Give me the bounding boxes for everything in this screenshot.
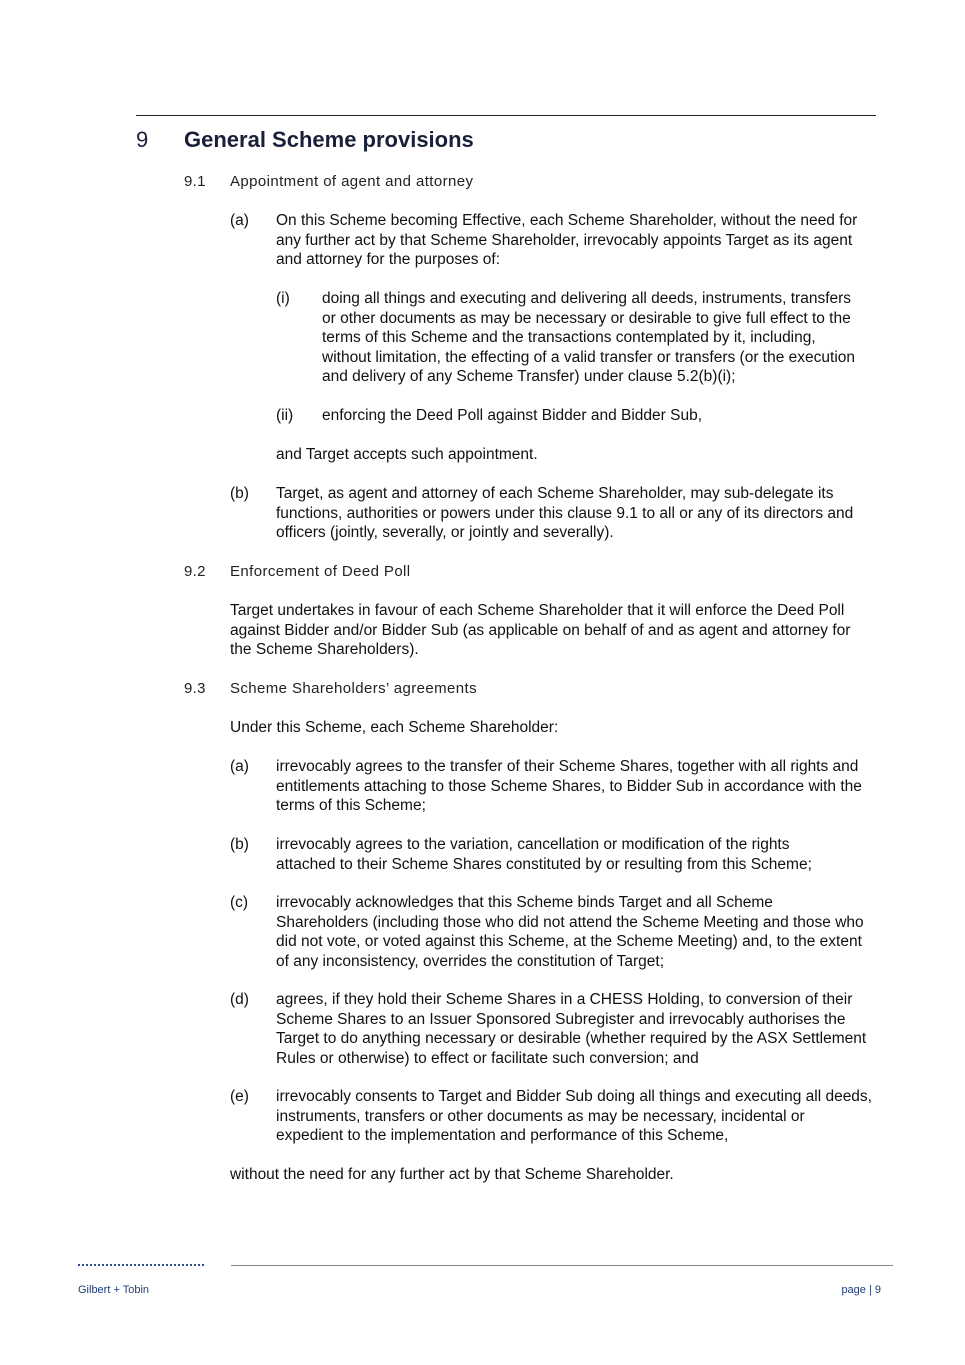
clause-9-1-number: 9.1 [184,173,206,190]
footer-rule [231,1265,893,1266]
clause-9-3-closing-text: without the need for any further act by that Scheme Shareholder. [230,1166,674,1183]
clause-9-1-a-i-label: (i) [276,290,290,307]
section-number: 9 [136,127,149,152]
clause-9-3-a-label: (a) [230,758,249,775]
clause-9-1-b-label: (b) [230,485,249,502]
clause-9-3-e-text: irrevocably consents to Target and Bidder Sub doing all things and executing all deeds, instruments, transfers or other documents as may be necessary, incidental or expedient to the implementation and performance of this Scheme, [276,1088,872,1144]
header-rule [136,115,876,116]
clause-9-1-acceptance-text: and Target accepts such appointment. [276,446,538,463]
clause-9-2-text: Target undertakes in favour of each Scheme Shareholder that it will enforce the Deed Poll against Bidder and/or Bidder Sub (as applicable on behalf of and as agent and attorney for the Scheme Shareholders). [230,602,851,658]
clause-9-3-e-label: (e) [230,1088,249,1105]
footer-firm-name: Gilbert + Tobin [78,1284,150,1296]
clause-9-2-heading: Enforcement of Deed Poll [230,563,411,580]
clause-9-3-heading: Scheme Shareholders’ agreements [230,680,477,697]
clause-9-1-a-ii-label: (ii) [276,407,294,424]
footer-dotted-rule [78,1264,204,1266]
clause-9-3-b-label: (b) [230,836,249,853]
clause-9-2-number: 9.2 [184,563,206,580]
clause-9-3-d-text: agrees, if they hold their Scheme Shares in a CHESS Holding, to conversion of their Scheme Shares to an Issuer Sponsored Subregister and irrevocably authorises the Target to do anything necessary or desirable (whether required by the ASX Settlement Rules or otherwise) to effect or facilitate such conversion; and [276,991,867,1067]
clause-9-3-b-text: irrevocably agrees to the variation, cancellation or modification of the rights attached to their Scheme Shares constituted by or resulting from this Scheme; [276,836,812,873]
clause-9-3-intro: Under this Scheme, each Scheme Shareholder: [230,719,559,736]
clause-9-3-a-text: irrevocably agrees to the transfer of their Scheme Shares, together with all rights and entitlements attaching to those Scheme Shares, to Bidder Sub in accordance with the terms of this Scheme; [276,758,862,814]
clause-9-1-a-i-text: doing all things and executing and delivering all deeds, instruments, transfers or other documents as may be necessary or desirable to give full effect to the terms of this Scheme and the transactions contemplated by it, including, without limitation, the effecting of a valid transfer or transfers (or the execution and delivery of any Scheme Transfer) under clause 5.2(b)(i); [322,290,856,385]
clause-9-1-a-label: (a) [230,212,249,229]
clause-9-1-a-ii-text: enforcing the Deed Poll against Bidder and Bidder Sub, [322,407,702,424]
footer-page-number: page | 9 [841,1284,881,1296]
clause-9-3-c-text: irrevocably acknowledges that this Scheme binds Target and all Scheme Shareholders (including those who did not attend the Scheme Meeting and those who did not vote, or voted against this Scheme, at the Scheme Meeting) and, to the extent of any inconsistency, overrides the constitution of Target; [276,894,864,970]
clause-9-3-number: 9.3 [184,680,206,697]
clause-9-1-a-text: On this Scheme becoming Effective, each Scheme Shareholder, without the need for any further act by that Scheme Shareholder, irrevocably appoints Target as its agent and attorney for the purposes of: [276,212,858,268]
clause-9-3-c-label: (c) [230,894,249,911]
clause-9-1-heading: Appointment of agent and attorney [230,173,474,190]
section-title: General Scheme provisions [184,127,474,152]
clause-9-1-b-text: Target, as agent and attorney of each Scheme Shareholder, may sub-delegate its functions, authorities or powers under this clause 9.1 to all or any of its directors and officers (jointly, severally, or jointly and severally). [276,485,854,541]
clause-9-3-d-label: (d) [230,991,249,1008]
